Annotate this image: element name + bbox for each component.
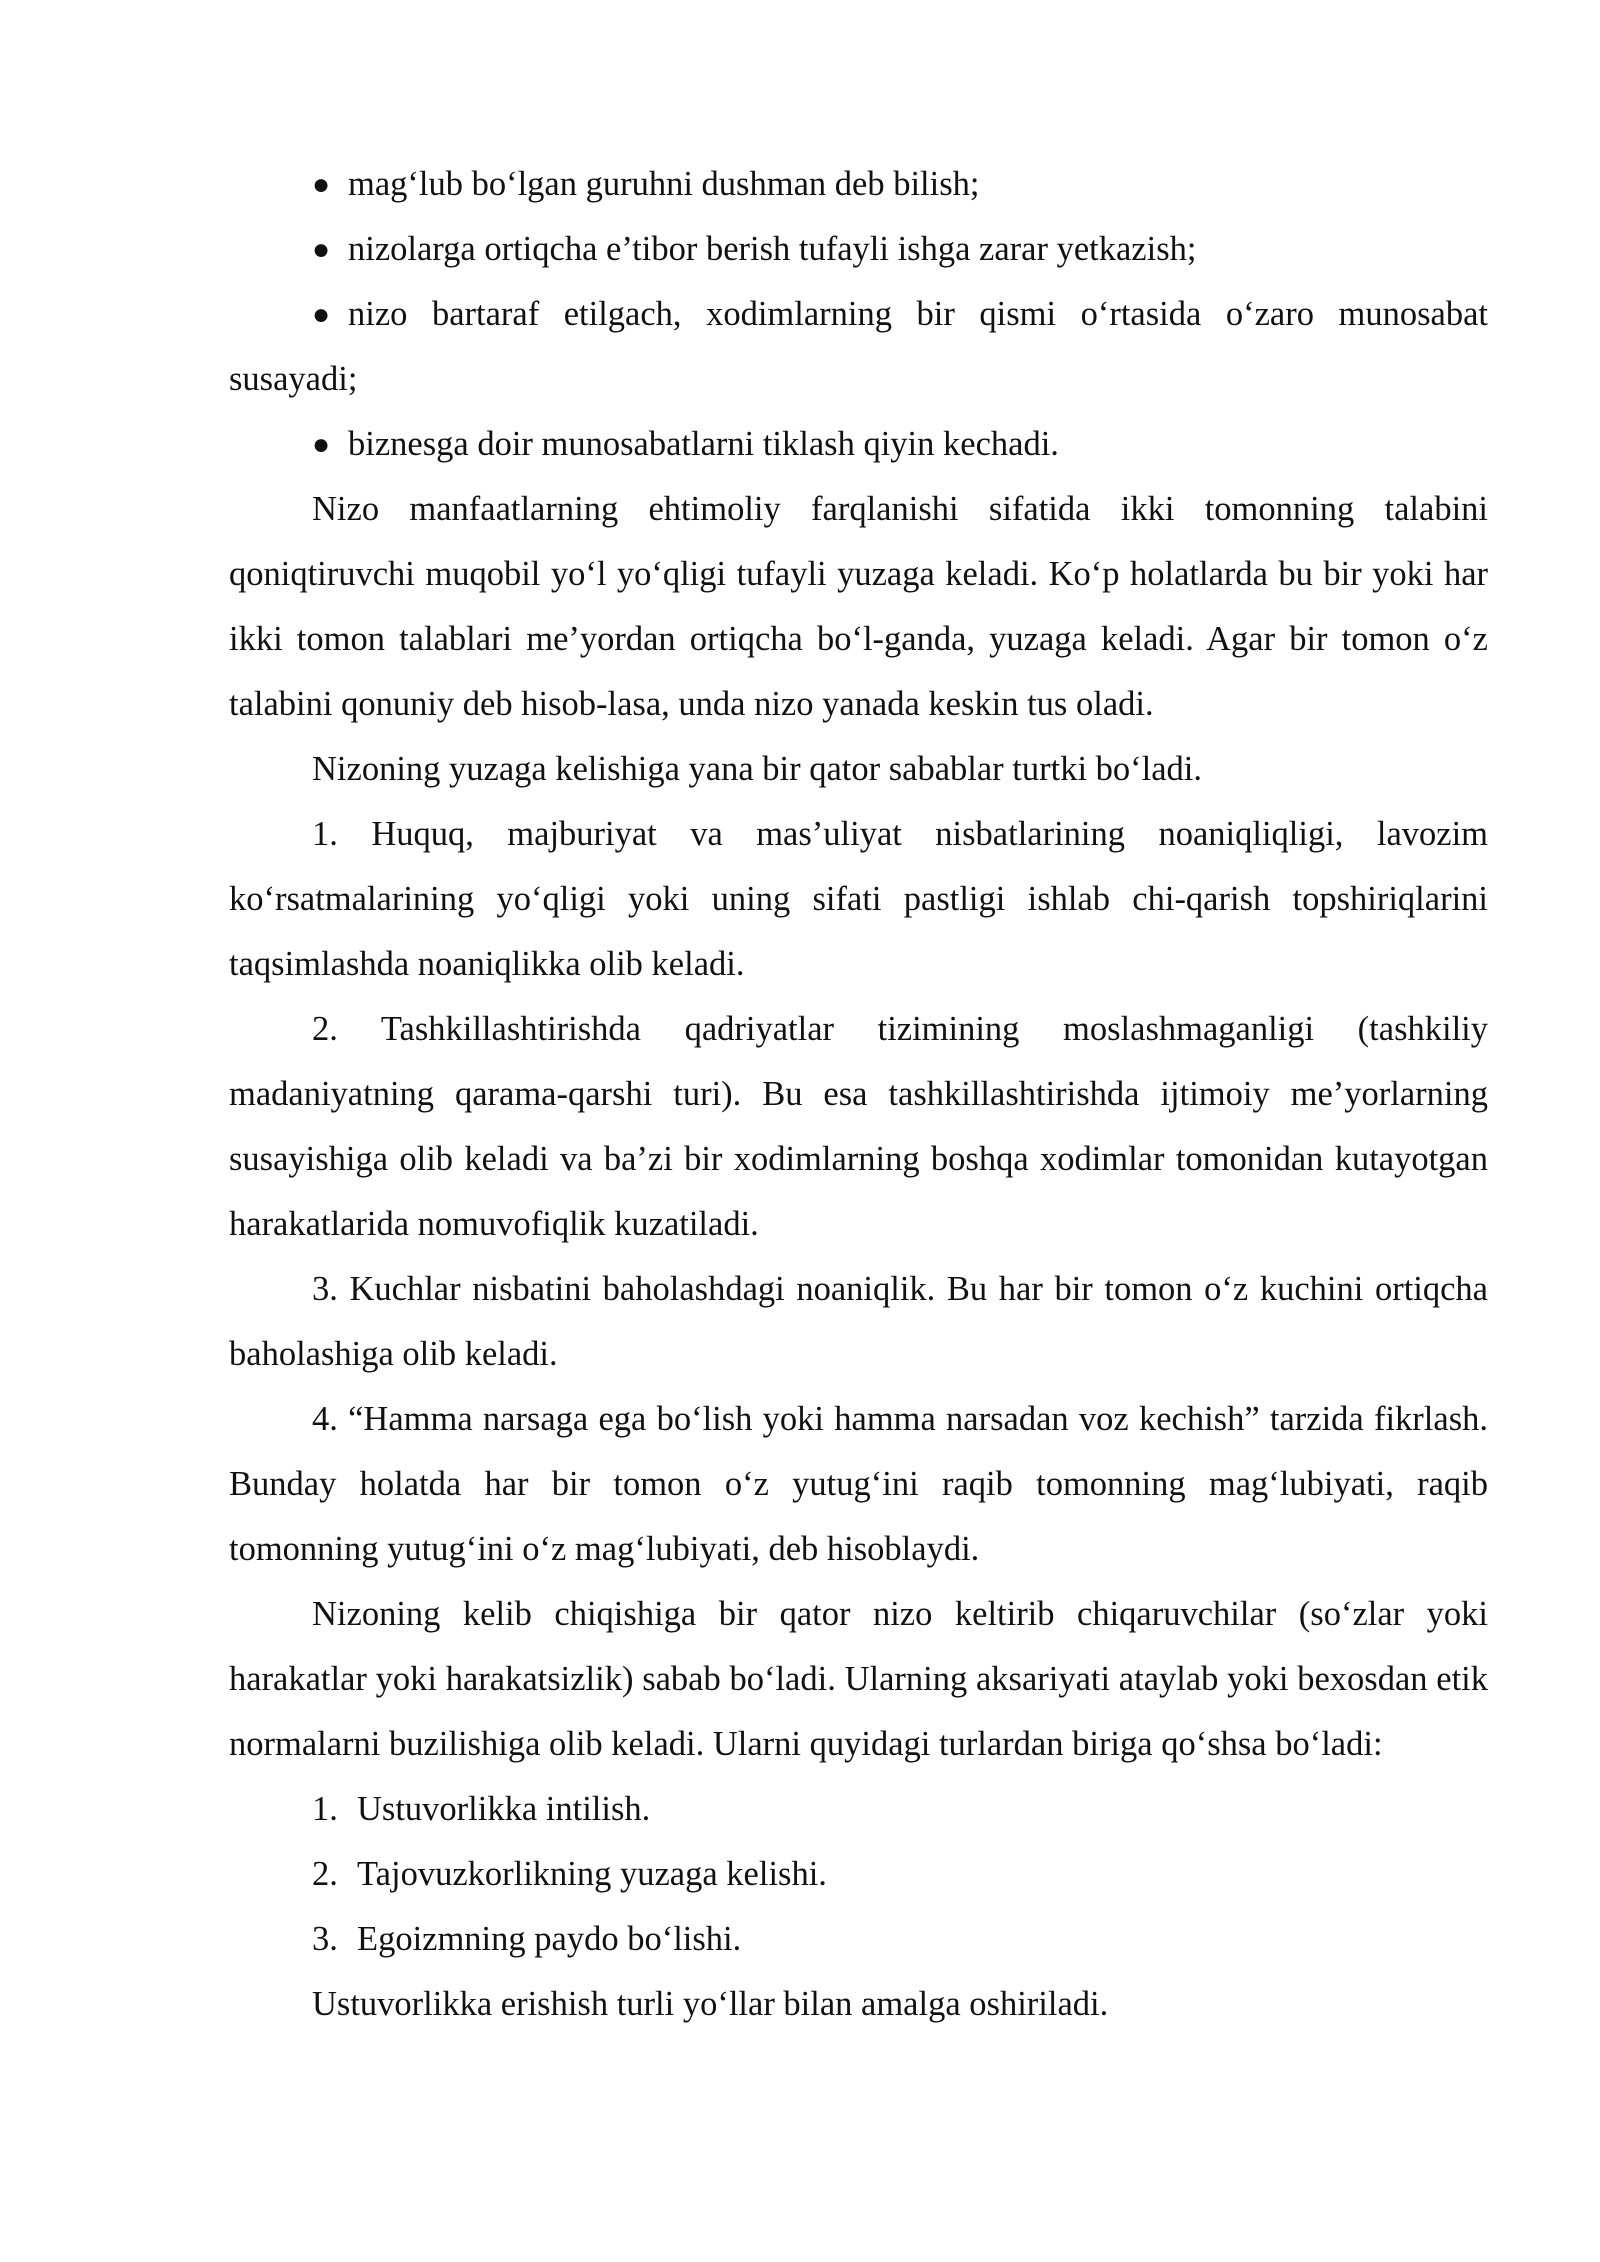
paragraph-conflict-triggers: Nizoning kelib chiqishiga bir qator nizo keltirib chiqaruvchilar (so‘zlar yoki harakatlar yoki harakatsizlik) sabab bo‘ladi. Ularning aksariyati ataylab yoki bexosdan etik normalarni buzilishiga olib keladi. Ularni quyidagi turlardan biriga qo‘shsa bo‘ladi:: [229, 1595, 1488, 1763]
bullet-item: [229, 282, 1488, 412]
bullet-text: nizolarga ortiqcha e’tibor berish tufayli ishga zarar yetkazish;: [348, 230, 1197, 268]
cause-item-2: 2. Tashkillashtirishda qadriyatlar tizimining moslashmaganligi (tashkiliy madaniyatning qarama-qarshi turi). Bu esa tashkillashtirishda ijtimoiy me’yorlarning susayishiga olib keladi va ba’zi bir xodimlarning boshqa xodimlar tomonidan kutayotgan harakatlarida nomuvofiqlik kuzatiladi.: [229, 1010, 1488, 1243]
bullet-text: biznesga doir munosabatlarni tiklash qiyin kechadi.: [348, 425, 1059, 463]
bullet-dot-icon: ●: [312, 298, 331, 331]
list-text: Ustuvorlikka intilish.: [357, 1790, 651, 1828]
list-item: [229, 1842, 1488, 1907]
bullet-dot-icon: ●: [312, 168, 331, 201]
bullet-dot-icon: ●: [312, 233, 331, 266]
list-text: Tajovuzkorlikning yuzaga kelishi.: [357, 1855, 827, 1893]
bullet-text: nizo bartaraf etilgach, xodimlarning bir qismi o‘rtasida o‘zaro munosabat susayadi;: [229, 295, 1488, 398]
bullet-dot-icon: ●: [312, 428, 331, 461]
list-item: [229, 1907, 1488, 1972]
bullet-text: mag‘lub bo‘lgan guruhni dushman deb bilish;: [348, 165, 980, 203]
document-page: [229, 152, 1488, 2037]
list-number: 2.: [312, 1855, 338, 1893]
paragraph-closing: Ustuvorlikka erishish turli yo‘llar bilan amalga oshiriladi.: [312, 1985, 1109, 2023]
bullet-item: [229, 412, 1488, 477]
cause-item-4: 4. “Hamma narsaga ega bo‘lish yoki hamma narsadan voz kechish” tarzida fikrlash. Bunday holatda har bir tomon o‘z yutug‘ini raqib tomonning mag‘lubiyati, raqib tomonning yutug‘ini o‘z mag‘lubiyati, deb hisoblaydi.: [229, 1400, 1488, 1568]
list-text: Egoizmning paydo bo‘lishi.: [357, 1920, 742, 1958]
list-number: 3.: [312, 1920, 338, 1958]
list-number: 1.: [312, 1790, 338, 1828]
cause-item-3: 3. Kuchlar nisbatini baholashdagi noaniqlik. Bu har bir tomon o‘z kuchini ortiqcha baholashiga olib keladi.: [229, 1270, 1488, 1373]
paragraph-conflict-definition: Nizo manfaatlarning ehtimoliy farqlanishi sifatida ikki tomonning talabini qoniqtiruvchi muqobil yo‘l yo‘qligi tufayli yuzaga keladi. Ko‘p holatlarda bu bir yoki har ikki tomon talablari me’yordan ortiqcha bo‘l-ganda, yuzaga keladi. Agar bir tomon o‘z talabini qonuniy deb hisob-lasa, unda nizo yanada keskin tus oladi.: [229, 490, 1488, 723]
bullet-item: [229, 152, 1488, 217]
paragraph-causes-intro: Nizoning yuzaga kelishiga yana bir qator sabablar turtki bo‘ladi.: [312, 750, 1203, 788]
cause-item-1: 1. Huquq, majburiyat va mas’uliyat nisbatlarining noaniqliqligi, lavozim ko‘rsatmalarining yo‘qligi yoki uning sifati pastligi ishlab chi-qarish topshiriqlarini taqsimlashda noaniqlikka olib keladi.: [229, 815, 1488, 983]
list-item: [229, 1777, 1488, 1842]
bullet-item: [229, 217, 1488, 282]
